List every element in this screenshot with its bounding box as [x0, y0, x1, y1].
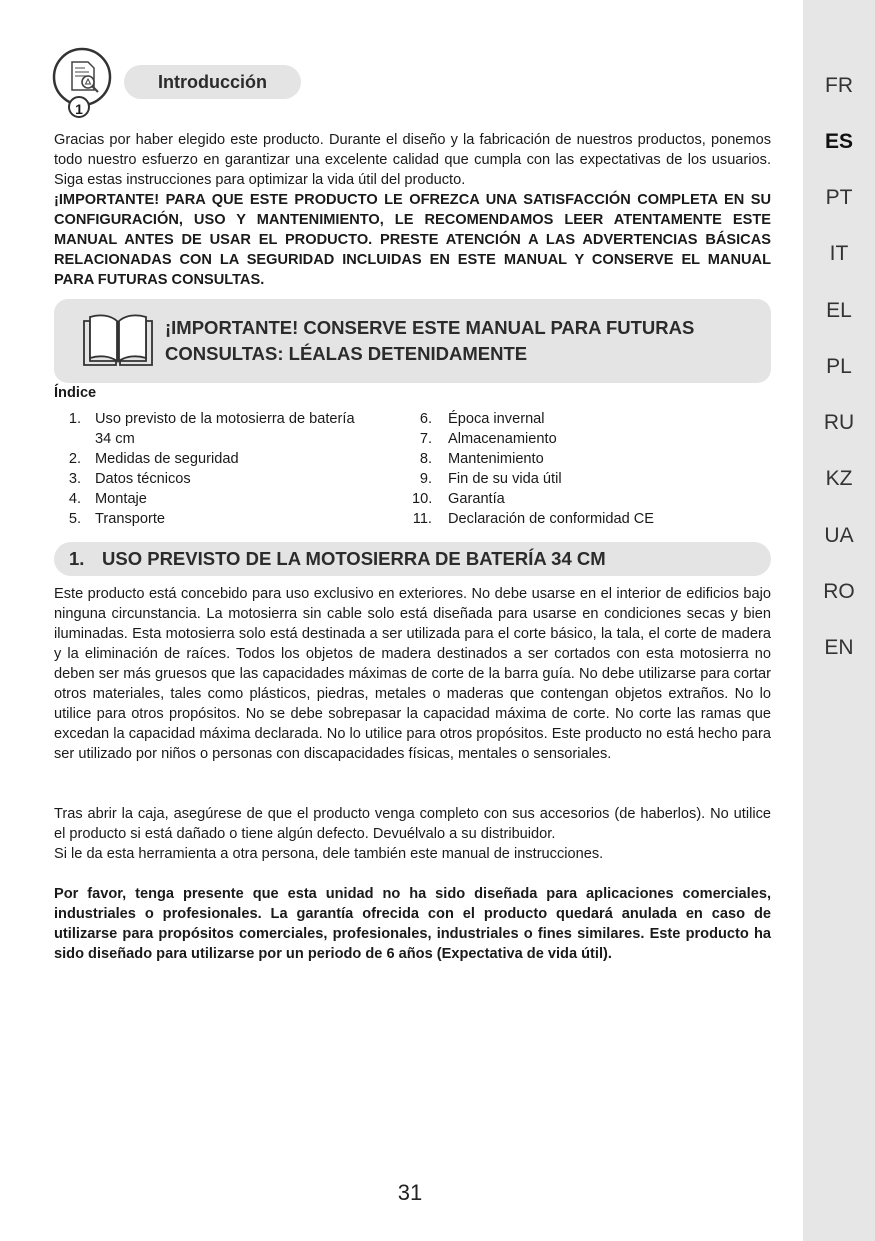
toc-item-label: Garantía: [448, 491, 505, 507]
intro-paragraph: Gracias por haber elegido este producto. Durante el diseño y la fabricación de nuestros productos, ponemos todo nuestro esfuerzo en garantizar una excelente calidad que cumpla con las expectativas de los usuarios. Siga estas instrucciones para optimizar la vida útil del producto.: [54, 132, 771, 188]
lang-tab-en[interactable]: EN: [824, 636, 854, 659]
toc-item-label: Uso previsto de la motosierra de batería: [95, 411, 355, 427]
toc-item[interactable]: [412, 509, 772, 529]
toc-left-column: [54, 409, 394, 529]
section-heading: [54, 542, 771, 576]
lang-tab-pt[interactable]: PT: [825, 186, 853, 209]
toc-item-number: 7.: [419, 431, 432, 447]
toc-item[interactable]: [412, 489, 772, 509]
toc-item-number: 8.: [419, 451, 432, 467]
lang-tab-el[interactable]: EL: [826, 299, 852, 322]
toc-item[interactable]: [54, 489, 394, 509]
section-number: 1.: [69, 548, 85, 569]
section-title: USO PREVISTO DE LA MOTOSIERRA DE BATERÍA 34 CM: [102, 548, 606, 569]
language-sidebar: [803, 0, 875, 1241]
toc-item-number: 5.: [68, 511, 81, 527]
important-notice-line2: CONSULTAS: LÉALAS DETENIDAMENTE: [165, 343, 528, 364]
open-book-icon: [82, 313, 154, 369]
toc-item-label: Mantenimiento: [448, 451, 544, 467]
lang-tab-fr[interactable]: FR: [825, 74, 853, 97]
toc-item[interactable]: [412, 449, 772, 469]
toc-item-label: Declaración de conformidad CE: [448, 511, 655, 527]
lang-tab-ro[interactable]: RO: [823, 580, 855, 603]
index-title: Índice: [54, 385, 97, 401]
toc-item-label: Almacenamiento: [448, 431, 557, 447]
toc-item-number: 6.: [419, 411, 432, 427]
lang-tab-es[interactable]: ES: [824, 130, 853, 153]
toc-item-number: 4.: [68, 491, 81, 507]
intro-title: Introducción: [124, 65, 301, 99]
section-paragraph-warranty: Por favor, tenga presente que esta unidad no ha sido diseñada para aplicaciones comerciales, industriales o profesionales. La garantía ofrecida con el producto quedará anulada en caso de utilizarse para propósitos comerciales, profesionales, industriales o fines similares. Este producto ha sido diseñado para utilizarse por un periodo de 6 años (Expectativa de vida útil).: [54, 886, 771, 962]
toc-item[interactable]: [54, 409, 394, 449]
lang-tab-pl[interactable]: PL: [826, 355, 852, 378]
lang-tab-ru[interactable]: RU: [823, 411, 855, 434]
section-paragraph-unboxing: Tras abrir la caja, asegúrese de que el producto venga completo con sus accesorios (de haberlos). No utilice el producto si está dañado o tiene algún defecto. Devuélvalo a su distribuidor.: [54, 806, 771, 842]
toc-item-label: Época invernal: [448, 411, 545, 427]
intro-important-paragraph: ¡IMPORTANTE! PARA QUE ESTE PRODUCTO LE OFREZCA UNA SATISFACCIÓN COMPLETA EN SU CONFIGURACIÓN, USO Y MANTENIMIENTO, LE RECOMENDAMOS LEER ATENTAMENTE ESTE MANUAL ANTES DE USAR EL PRODUCTO. PRESTE ATENCIÓN A LAS ADVERTENCIAS BÁSICAS RELACIONADAS CON LA SEGURIDAD INCLUIDAS EN ESTE MANUAL Y CONSERVE EL MANUAL PARA FUTURAS CONSULTAS.: [54, 192, 771, 288]
important-notice-box: [54, 299, 771, 383]
toc-item-number: 10.: [412, 491, 433, 507]
toc-item-label: Datos técnicos: [95, 471, 191, 487]
toc-item-number: 2.: [68, 451, 81, 467]
toc-item-number: 9.: [419, 471, 432, 487]
toc-item[interactable]: [54, 509, 394, 529]
section-paragraph-handover: Si le da esta herramienta a otra persona, dele también este manual de instrucciones.: [54, 846, 604, 862]
toc-item[interactable]: [54, 469, 394, 489]
lang-tab-kz[interactable]: KZ: [825, 467, 853, 490]
toc-item-number: 11.: [412, 511, 432, 527]
section-paragraph-usage: Este producto está concebido para uso exclusivo en exteriores. No debe usarse en el interior de edificios bajo ninguna circunstancia. La motosierra sin cable solo está diseñada para usarse en condiciones secas y bien iluminadas. Esta motosierra solo está destinada a ser utilizada para el corte básico, la tala, el corte de madera y la eliminación de raíces. Todos los objetos de madera destinados a ser cortados con esta motosierra no deben ser más gruesos que las capacidades máximas de corte de la barra guía. No debe utilizarse para cortar otros materiales, tales como plásticos, piedras, metales o maderas que contengan objetos extraños. No lo utilice para otros propósitos. No se debe sobrepasar la capacidad máxima de corte. No corte las ramas que excedan la capacidad máxima declarada. No lo utilice para otros propósitos. Este producto no está hecho para ser utilizado por niños o personas con discapacidades físicas, mentales o sensoriales.: [54, 586, 771, 762]
toc-right-column: [412, 409, 772, 529]
toc-item-number: 3.: [68, 471, 81, 487]
important-notice-text: [165, 315, 745, 367]
toc-item-label: Montaje: [95, 491, 147, 507]
toc-item-label: Medidas de seguridad: [95, 451, 239, 467]
toc-item-label-cont: 34 cm: [95, 431, 135, 447]
lang-tab-it[interactable]: IT: [829, 242, 849, 265]
toc-item[interactable]: [54, 449, 394, 469]
toc-item[interactable]: [412, 469, 772, 489]
step-number-badge: 1: [68, 96, 90, 118]
important-notice-line1: ¡IMPORTANTE! CONSERVE ESTE MANUAL PARA FUTURAS: [165, 317, 695, 338]
toc-item-label: Transporte: [95, 511, 166, 527]
toc-item[interactable]: [412, 429, 772, 449]
toc-item[interactable]: [412, 409, 772, 429]
toc-item-label: Fin de su vida útil: [448, 471, 562, 487]
page-number: 31: [397, 1180, 423, 1205]
lang-tab-ua[interactable]: UA: [824, 524, 854, 547]
toc-item-number: 1.: [68, 411, 81, 427]
